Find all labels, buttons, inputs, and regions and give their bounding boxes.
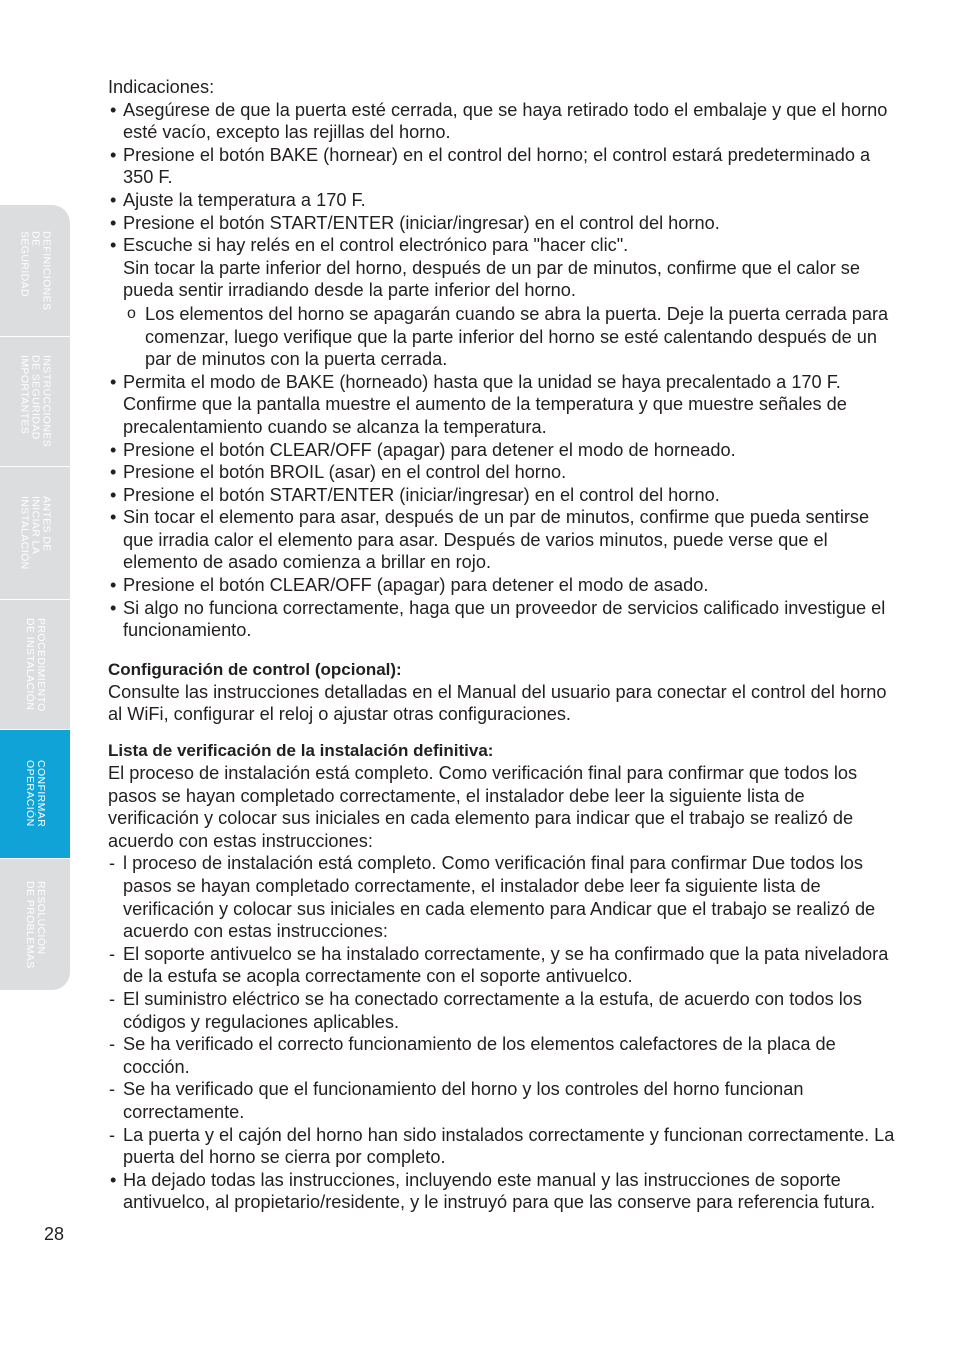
main-content (108, 76, 898, 1214)
heading-config: Configuración de control (opcional): (108, 659, 402, 679)
list-item: • Ha dejado todas las instrucciones, incluyendo este manual y las instrucciones de soporte antivuelco, al propietario/residente, y le instruyó para que las conserve para referencia futura. (108, 1169, 898, 1214)
heading-checklist: Lista de verificación de la instalación definitiva: (108, 741, 494, 761)
list-item: • Asegúrese de que la puerta esté cerrada, que se haya retirado todo el embalaje y que el horno esté vacío, excepto las rejillas del horno. (108, 99, 898, 144)
sub-list (126, 303, 898, 371)
list-item: • Si algo no funciona correctamente, haga que un proveedor de servicios calificado investigue el funcionamiento. (108, 597, 898, 642)
intro-label: Indicaciones: (108, 77, 215, 97)
list-item: • Presione el botón BROIL (asar) en el control del horno. (108, 461, 898, 484)
tab-definiciones-de-seguridad[interactable] (0, 205, 70, 337)
list-item: • Presione el botón START/ENTER (iniciar/ingresar) en el control del horno. (108, 484, 898, 507)
tab-antes-de-iniciar[interactable] (0, 467, 70, 600)
tab-resolucion-de-problemas[interactable] (0, 859, 70, 990)
list-item-text: Escuche si hay relés en el control electrónico para "hacer clic". (123, 235, 629, 256)
checklist-paragraph: El proceso de instalación está completo. Como verificación final para confirmar que todos los pasos se hayan completado correctamente, el instalador debe leer la siguiente lista de verificación y colocar sus iniciales en cada elemento para indicar que el trabajo se realizó de acuerdo con estas instrucciones: (108, 763, 858, 851)
instructions-list-a (108, 99, 898, 371)
list-item: • Presione el botón START/ENTER (iniciar/ingresar) en el control del horno. (108, 212, 898, 235)
list-item: • Presione el botón CLEAR/OFF (apagar) para detener el modo de asado. (108, 574, 898, 597)
list-item-continuation: Sin tocar la parte inferior del horno, después de un par de minutos, confirme que el calor se pueda sentir irradiando desde la parte inferior del horno. (123, 257, 861, 301)
instructions-list-b (108, 371, 898, 642)
section-sidebar (0, 205, 70, 990)
page-number: 28 (44, 1224, 65, 1244)
checklist-item: - Se ha verificado que el funcionamiento del horno y los controles del horno funcionan correctamente. (108, 1078, 898, 1123)
checklist-item: - El soporte antivuelco se ha instalado correctamente, y se ha confirmado que la pata niveladora de la estufa se acopla correctamente con el soporte antivuelco. (108, 943, 898, 988)
checklist-item: - El suministro eléctrico se ha conectado correctamente a la estufa, de acuerdo con todos los códigos y regulaciones aplicables. (108, 988, 898, 1033)
list-item: • Permita el modo de BAKE (horneado) hasta que la unidad se haya precalentado a 170 F. Confirme que la pantalla muestre el aumento de la temperatura y que muestre señales de precalentamiento cuando se alcanza la temperatura. (108, 371, 898, 439)
list-item-with-continuation (108, 234, 898, 371)
tab-instrucciones-de-seguridad[interactable] (0, 337, 70, 467)
list-item: • Presione el botón BAKE (hornear) en el control del horno; el control estará predeterminado a 350 F. (108, 144, 898, 189)
list-item: • Presione el botón CLEAR/OFF (apagar) para detener el modo de horneado. (108, 439, 898, 462)
tab-procedimiento-de-instalacion[interactable] (0, 600, 70, 730)
list-item: • Sin tocar el elemento para asar, después de un par de minutos, confirme que pueda sentirse que irradia calor el elemento para asar. Después de varios minutos, puede verse que el elemento de asado comienza a brillar en rojo. (108, 506, 898, 574)
tab-label: PROCEDIMIENTO DE INSTALACIÓN (24, 617, 47, 712)
config-paragraph: Consulte las instrucciones detalladas en el Manual del usuario para conectar el control del horno al WiFi, configurar el reloj o ajustar otras configuraciones. (108, 681, 887, 725)
final-list (108, 1169, 898, 1214)
tab-label: RESOLUCIÓN DE PROBLEMAS (24, 880, 47, 969)
sub-list-item: o Los elementos del horno se apagarán cuando se abra la puerta. Deje la puerta cerrada para comenzar, luego verifique que la parte inferior del horno se esté calentando después de un par de minutos con la puerta cerrada. (126, 303, 898, 371)
checklist-item: - La puerta y el cajón del horno han sido instalados correctamente y funcionan correctamente. La puerta del horno se cierra por completo. (108, 1124, 898, 1169)
tab-label: INSTRUCCIONES DE SEGURIDAD IMPORTANTES (18, 355, 53, 448)
checklist-item: - Se ha verificado el correcto funcionamiento de los elementos calefactores de la placa de cocción. (108, 1033, 898, 1078)
checklist (108, 852, 898, 1168)
tab-label: CONFIRMAR OPERACIÓN (24, 760, 47, 828)
checklist-item: - l proceso de instalación está completo. Como verificación final para confirmar Due todos los pasos se hayan completado correctamente, el instalador debe leer fa siguiente lista de verificación y colocar sus iniciales en cada elemento para Andicar que el trabajo se realizó de acuerdo con estas instrucciones: (108, 852, 898, 942)
list-item: • Ajuste la temperatura a 170 F. (108, 189, 898, 212)
tab-confirmar-operacion[interactable] (0, 730, 70, 859)
tab-label: ANTES DE INICIAR LA INSTALACIÓN (18, 496, 53, 570)
tab-label: DEFINICIONES DE SEGURIDAD (18, 230, 53, 311)
